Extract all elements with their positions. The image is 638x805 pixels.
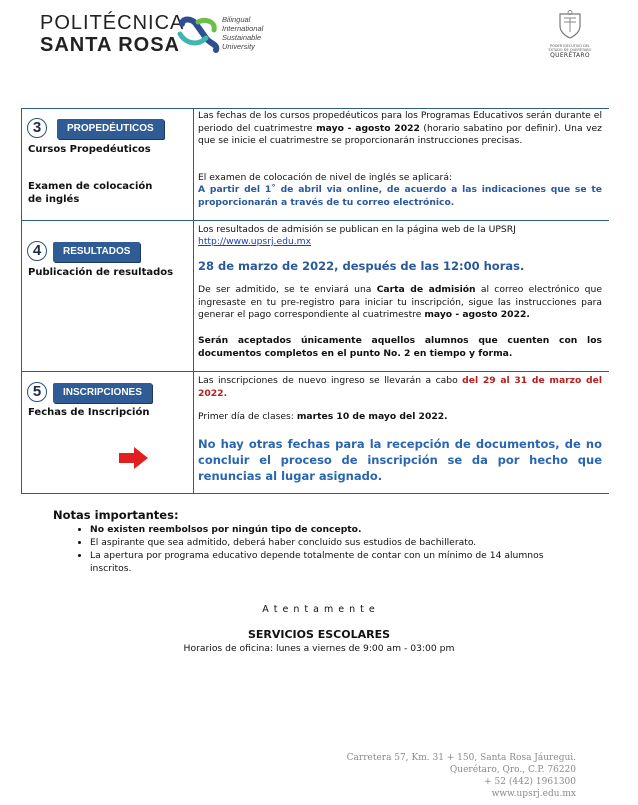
results-date: 28 de marzo de 2022, después de las 12:00 horas.: [198, 259, 525, 273]
office-hours: Horarios de oficina: lunes a viernes de 9:00 am - 03:00 pm: [183, 643, 455, 654]
office-name: SERVICIOS ESCOLARES: [247, 628, 391, 641]
upsrj-website-link[interactable]: http://www.upsrj.edu.mx: [198, 236, 312, 247]
step-text: Las fechas de los cursos propedéuticos para los Programas Educativos serán durante el periodo del cuatrimestre mayo - agosto 2022 (horario sabatino por definir). Una vez que se inicie el cuatrimestre se proporcionarán instrucciones precisas.: [198, 110, 603, 146]
seal-caption: PODER EJECUTIVO DEL ESTADO DE QUERÉTARO: [548, 44, 592, 52]
left-item: Cursos Propedéuticos: [28, 144, 151, 155]
step-text: Primer día de clases: martes 10 de mayo del 2022.: [198, 411, 448, 422]
university-logo-text: [40, 12, 184, 56]
red-right-arrow-icon: [117, 446, 149, 474]
seal-name: QUERÉTARO: [550, 52, 590, 59]
admission-steps-table: [21, 108, 609, 494]
logo-sub-line: International: [222, 24, 264, 33]
left-item: Fechas de Inscripción: [28, 407, 150, 418]
logo-line-1: POLITÉCNICA: [40, 12, 185, 34]
step-number: 3: [27, 118, 47, 138]
step-text: Serán aceptados únicamente aquellos alumnos que cuenten con los documentos completos en el punto No. 2 en tiempo y forma.: [198, 335, 602, 359]
step-text: El examen de colocación de nivel de inglés se aplicará:: [198, 172, 453, 183]
notes-title: Notas importantes:: [53, 508, 179, 522]
left-item: Publicación de resultados: [28, 267, 174, 278]
closing-salutation: A t e n t a m e n t e: [262, 604, 376, 615]
left-item: Examen de colocación de inglés: [28, 181, 153, 205]
step-label-propedeuticos: PROPEDÉUTICOS: [57, 119, 164, 139]
state-coat-of-arms-icon: [556, 10, 584, 40]
footer-line: + 52 (442) 1961300: [484, 777, 576, 787]
step-label-inscripciones: INSCRIPCIONES: [53, 383, 152, 403]
list-item: • El aspirante que sea admitido, deberá haber concluido sus estudios de bachillerato.: [90, 536, 570, 549]
list-item: • La apertura por programa educativo depende totalmente de contar con un mínimo de 14 alumnos inscritos.: [90, 549, 570, 575]
step-number: 4: [27, 241, 47, 261]
footer-line: Querétaro, Qro., C.P. 76220: [449, 765, 576, 775]
address-footer: [347, 752, 576, 800]
step-number: 5: [27, 382, 47, 402]
step-highlight: A partir del 1˚ de abril via online, de acuerdo a las indicaciones que se te proporcionarán a través de tu correo electrónico.: [198, 184, 602, 208]
no-other-dates-warning: No hay otras fechas para la recepción de documentos, de no concluir el proceso de inscripción se da por hecho que renuncias al lugar asignado.: [198, 437, 602, 483]
logo-line-2: SANTA ROSA: [40, 34, 180, 56]
logo-sub-line: Sustainable: [222, 33, 262, 42]
logo-subtitle: [222, 15, 263, 51]
state-seal: [548, 10, 592, 59]
logo-sub-line: University: [222, 42, 255, 51]
step-label-resultados: RESULTADOS: [53, 242, 140, 262]
notes-list: [70, 523, 570, 575]
step-text: Las inscripciones de nuevo ingreso se llevarán a cabo del 29 al 31 de marzo del 2022.: [198, 375, 602, 399]
step-text: Los resultados de admisión se publican en la página web de la UPSRJ: [198, 224, 516, 235]
list-item: • No existen reembolsos por ningún tipo de concepto.: [90, 523, 570, 536]
step-text: De ser admitido, se te enviará una Carta de admisión al correo electrónico que ingresaste en tu pre-registro para iniciar tu inscripción, sigue las instrucciones para generar el pago correspondiente al cuatrimestre mayo - agosto 2022.: [198, 284, 602, 320]
footer-line: Carretera 57, Km. 31 + 150, Santa Rosa Jáuregui.: [346, 753, 576, 763]
footer-line: www.upsrj.edu.mx: [491, 789, 576, 799]
logo-sub-line: Bilingual: [222, 15, 251, 24]
university-logo-icon: [176, 16, 220, 60]
